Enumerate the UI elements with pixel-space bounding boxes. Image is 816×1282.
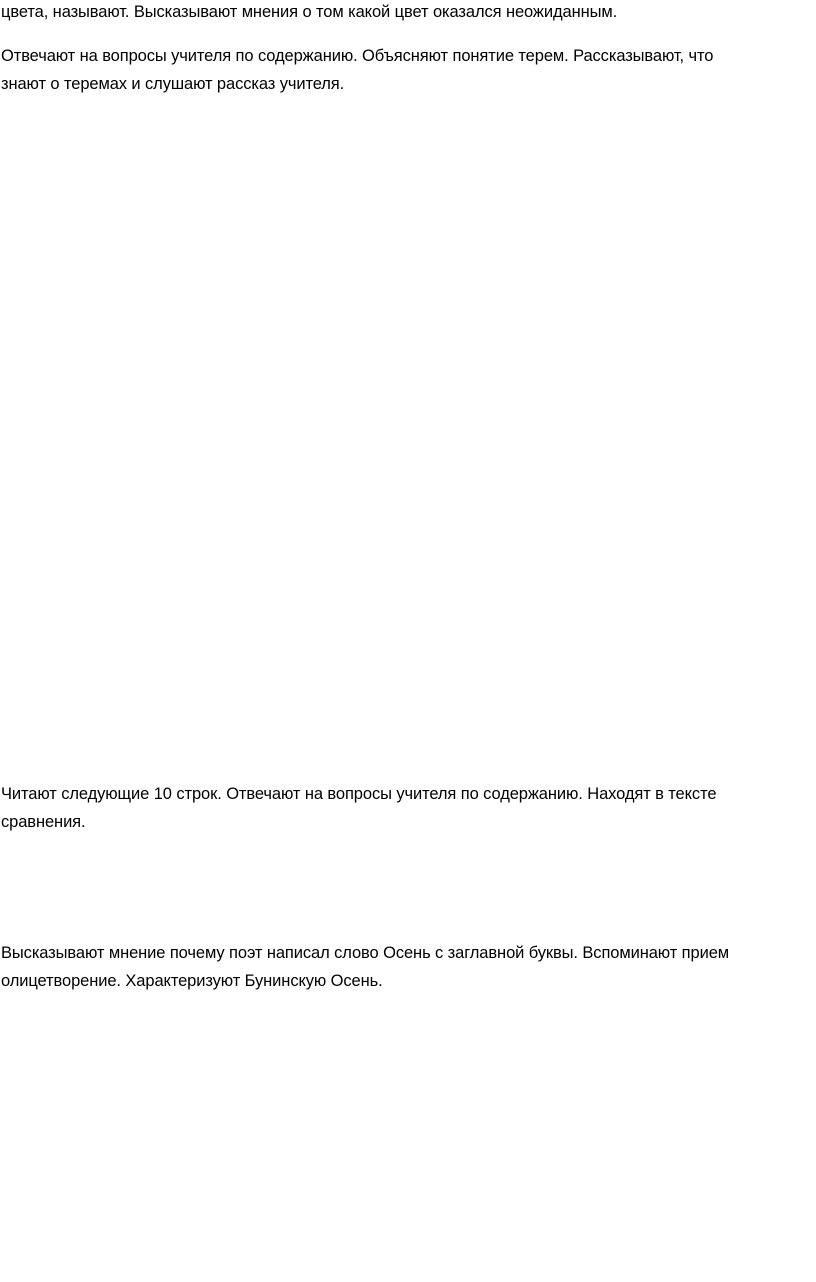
paragraph-comparisons [1, 780, 801, 836]
paragraph-line: Высказывают мнение почему поэт написал слово Осень с заглавной буквы. Вспоминают прием [1, 944, 730, 962]
paragraph-personification [1, 939, 801, 995]
paragraph-line: сравнения. [1, 813, 86, 831]
paragraph-line: цвета, называют. Высказывают мнения о том какой цвет оказался неожиданным. [1, 3, 618, 21]
paragraph-line: знают о теремах и слушают рассказ учителя. [1, 75, 345, 93]
paragraph-terem [1, 42, 801, 98]
paragraph-line: Читают следующие 10 строк. Отвечают на вопросы учителя по содержанию. Находят в тексте [1, 785, 717, 803]
paragraph-line: олицетворение. Характеризуют Бунинскую Осень. [1, 972, 383, 990]
paragraph-color-opinions [1, 0, 801, 26]
paragraph-line: Отвечают на вопросы учителя по содержанию. Объясняют понятие терем. Рассказывают, что [1, 47, 714, 65]
